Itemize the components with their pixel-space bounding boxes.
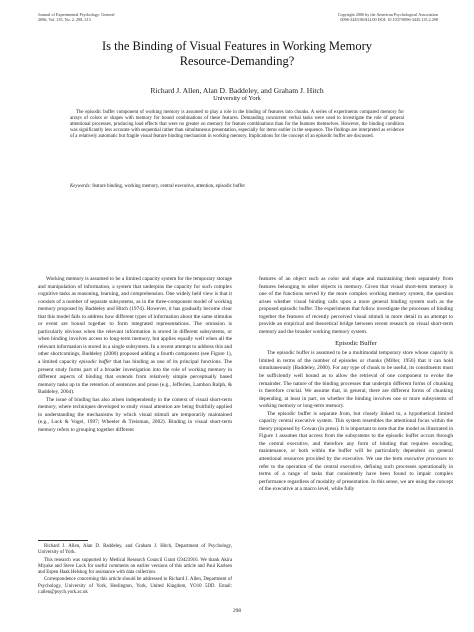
author-note (38, 544, 232, 597)
title-line-1: Is the Binding of Visual Features in Working Memory (102, 39, 372, 53)
keywords-label: Keywords: (70, 184, 92, 189)
page-number: 298 (232, 608, 242, 614)
paragraph-text: to refer to the operation of the central executive, defining such processes operationally in terms of a range of tasks that consistently have been found to impair complex performance regardless of modality of presentation. In this sense, we are using the concept of the executive at a macro level, while fully (259, 456, 453, 493)
body-column-right (259, 276, 453, 494)
footnote-divider (38, 540, 88, 541)
author-list: Richard J. Allen, Alan D. Baddeley, and Graham J. Hitch (150, 86, 324, 95)
title-line-2: Resource-Demanding? (179, 54, 295, 68)
article-title (0, 39, 474, 69)
section-heading: Episodic Buffer (335, 340, 377, 348)
emphasis-term: episodic buffer (79, 359, 112, 366)
body-paragraph (259, 411, 453, 494)
body-column-left (38, 276, 232, 434)
paragraph-text: that has binding as one of its principal functions. The present study forms part of a broader investigation into the role of working memory in different aspects of binding that extends from relatively simple perceptually based memory tasks up to the retention of sentences and prose (e.g., Jefferies, Lambon Ralph, & Baddeley, 2004). (38, 359, 232, 396)
body-paragraph: features of an object such as color and shape and maintaining them separately from features belonging to other objects in memory. Given that visual short-term memory is one of the functions served by the more complex working memory system, the question arises whether visual binding calls upon a more general binding system such as the proposed episodic buffer. The experiments that follow investigate the processes of binding together the features of recently perceived visual stimuli in more detail in an attempt to provide an empirical and theoretical bridge between recent research on visual short-term memory and the broader working memory system. (259, 276, 453, 335)
emphasis-term: executive processes (404, 456, 447, 463)
body-paragraph: The episodic buffer is assumed to be a multimodal temporary store whose capacity is limited in terms of the number of episodes or chunks (Miller, 1956) that it can hold simultaneously (Baddeley, 2000). For any type of chunk to be useful, its constituents must be sufficiently well bound as to allow the retrieval of one component to evoke the remainder. The nature of the binding processes that underpin different forms of chunking is therefore crucial. We assume that, in general, there are different forms of chunking depending, at least in part, on whether the binding involves one or more subsystems of working memory or long-term memory. (259, 350, 453, 410)
footnote-correspondence: Correspondence concerning this article should be addressed to Richard J. Allen, Department of Psychology, University of York, Heslington, York, United Kingdom, YO10 5DD. Email: r.allen@psych.york.ac.uk (38, 577, 232, 596)
body-paragraph: The issue of binding has also arisen independently in the context of visual short-term memory, where techniques developed to study visual attention are being fruitfully applied to understanding the mechanisms by which visual stimuli are temporarily maintained (e.g., Luck & Vogel, 1997; Wheeler & Treisman, 2002). Binding in visual short-term memory refers to grouping together different (38, 396, 232, 433)
journal-volume: 2006, Vol. 135, No. 2, 298–313 (38, 17, 91, 22)
copyright-text: Copyright 2006 by the American Psychological Association (337, 12, 438, 17)
author-affiliation: University of York (213, 95, 261, 102)
keywords-text: feature binding, working memory, central executive, attention, episodic buffer (92, 184, 246, 189)
abstract: The episodic buffer component of working memory is assumed to play a role in the binding of features into chunks. A series of experiments compared memory for arrays of colors or shapes with memory for bound combinations of these features. Demanding concurrent verbal tasks were used to investigate the role of general attentional processes, producing load effects that were no greater on memory for feature combinations than for the features themselves. However, the binding condition was significantly less accurate with sequential rather than simultaneous presentation, especially for items earlier in the sequence. The findings are interpreted as evidence of a relatively automatic but fragile visual feature binding mechanism in working memory. Implications for the concept of an episodic buffer are discussed. (70, 110, 404, 140)
paragraph-text: Working memory is assumed to be a limited capacity system for the temporary storage and manipulation of information, a system that underpins the capacity for such complex cognitive tasks as reasoning, learning, and comprehension. One widely held view is that it consists of a number of separate subsystems, as in the three-component model of working memory proposed by Baddeley and Hitch (1974). However, it has gradually become clear that this model fails to address how different types of information about the same stimulus or event are bound together to form integrated representations. The omission is particularly obvious when the relevant information is stored in different subsystems, or when binding involves access to long-term memory, but applies equally well when all the relevant information is stored in a single subsystem. In a recent attempt to address this and other shortcomings, Baddeley (2000) proposed adding a fourth component (see Figure 1), a limited capacity (38, 276, 232, 366)
body-paragraph (38, 276, 232, 397)
footnote-funding: This research was supported by Medical Research Council Grant G9423916. We thank Akira Miyake and Steve Luck for useful comments on earlier versions of this article and Paul Karlsen and Espen Haak Helskog for assistance with data collection. (38, 557, 232, 576)
journal-citation (38, 12, 115, 22)
keywords (70, 184, 404, 190)
journal-name: Journal of Experimental Psychology: General (38, 12, 115, 17)
doi-text: 0096-3445/06/$12.00 DOI: 10.1037/0096-3445.135.2.298 (340, 17, 438, 22)
copyright-notice (338, 12, 438, 22)
paragraph-text: The episodic buffer is separate from, but closely linked to, a hypothetical limited capacity central executive system. This system resembles the attentional focus within the theory proposed by Cowan (in press). It is important to note that the model as illustrated in Figure 1 assumes that access from the subsystems to the episodic buffer occurs through the central executive, and therefore any form of binding that requires encoding, maintenance, or both within the buffer will be particularly dependent on general attentional resources provided by the executive. We use the term (259, 410, 453, 463)
footnote-affiliation: Richard J. Allen, Alan D. Baddeley, and Graham J. Hitch, Department of Psychology, University of York. (38, 544, 232, 556)
